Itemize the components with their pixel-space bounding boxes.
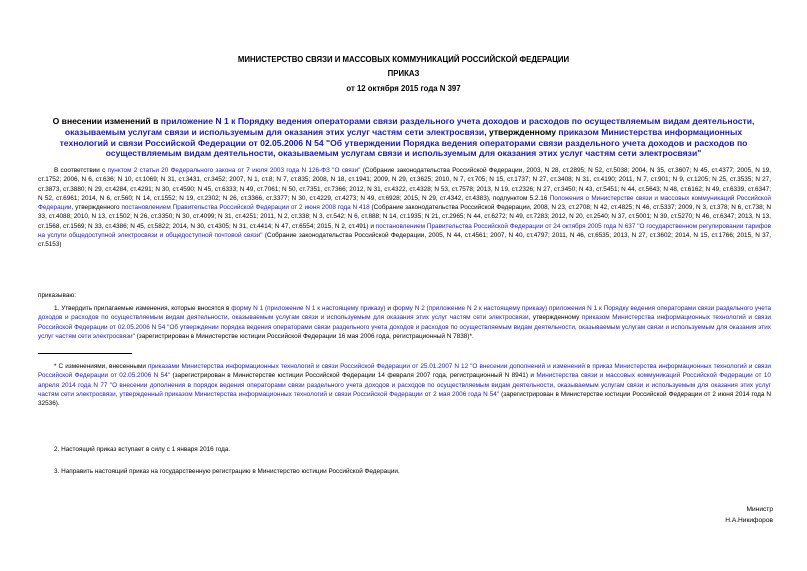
document-date-number: от 12 октября 2015 года N 397 [346,84,461,93]
signature-name: Н.А.Никифоров [725,517,773,524]
item-1-link-form-1[interactable]: форму N 1 (приложение N 1 к настоящему приказу) [231,305,386,312]
item-2-paragraph: 2. Настоящий приказ вступает в силу с 1 января 2016 года. [54,446,231,453]
item-1-text: (зарегистрирован в Министерстве юстиции Российской Федерации 16 мая 2006 года, регистрационный N 7838)*. [134,332,474,340]
footnote-separator [38,353,132,354]
item-1-text: , утвержденному [528,314,582,322]
title-text: , утвержденному [484,126,559,137]
document-title [40,116,767,159]
preamble-text: В соответствии с [54,167,108,174]
item-1-link-order[interactable]: приказом Министерства информационных технологий и связи Российской Федерации от 02.05.2006 N 54 "Об утверждении порядка ведения операторами связи раздельного учета доходов и расходов по осуществляемым видам деятельности, оказываемым услугам связи и используемым для оказания этих услуг частям сети электросвязи" [38,314,771,340]
preamble-link-regulation[interactable]: Положения о Министерстве связи и массовых коммуникаций Российской Федерации [38,194,771,212]
item-1-paragraph [38,304,771,341]
footnote-text: * С изменениями, внесенными [54,363,148,370]
footnote-text: (зарегистрирован в Министерстве юстиции Российской Федерации от 2 июня 2014 года N 32536). [38,390,771,408]
footnote-link-order-77[interactable]: Министерства связи и массовых коммуникаций Российской Федерации от 10 апреля 2014 года N 77 "О внесении дополнения в порядок ведения операторами связи раздельного учета доходов и расходов по осуществляемым видам деятельности, оказываемым услугам связи и используемым для оказания этих услуг частям сети электросвязи, утвержденный приказом Министерства информационных технологий и связи Российской Федерации от 2 мая 2006 года N 54" [38,372,771,398]
item-1-link-form-2[interactable]: форму N 2 (приложение N 2 к настоящему приказу) [392,305,548,312]
title-link-order[interactable]: приказом Министерства информационных технологий и связи Российской Федерации от 02.05.2006 N 54 "Об утверждении Порядка ведения операторами связи раздельного учета доходов и расходов по осуществляемым видам деятельности, оказываемым услугам связи и используемым для оказания этих услуг частям сети электросвязи" [59,126,748,159]
preamble-text: (Собрание законодательства Российской Федерации, 2003, N 28, ст.2895; N 52, ст.5038; 2004, N 35, ст.3607; N 45, ст.4377; 2005, N 19, ст.1752; 2006, N 6, ст.636; N 10, ст.1069; N 31, ст.3431, ст.3452; 2007, N 1, ст.8; N 7, ст.835; 2008, N 18, ст.1941; 2009, N 29, ст.3625; 2010, N 7, ст.705; N 15, ст.1737; N 27, ст.3408; N 31, ст.4190; 2011, N 7, ст.901; N 9, ст.1205; N 25, ст.3535; N 27, ст.3873, ст.3880; N 29, ст.4284, ст.4291; N 30, ст.4590; N 45, ст.6333; N 49, ст.7061; N 50, ст.7351, ст.7366; 2012, N 31, ст.4322, ст.4328; N 53, ст.7578; 2013, N 19, ст.2326; N 27, ст.3450; N 43, ст.5451; N 44, ст.5643; N 48, ст.6162; N 49, ст.6339, ст.6347; N 52, ст.6961; 2014, N 6, ст.560; N 14, ст.1552; N 19, ст.2302; N 26, ст.3366, ст.3377; N 30, ст.4229, ст.4273; N 49, ст.6928; 2015, N 29, ст.4342, ст.4383), подпунктом 5.2.16 [38,167,772,202]
preamble-link-resolution-418[interactable]: постановлением Правительства Российской Федерации от 2 июня 2008 года N 418 [121,204,370,212]
item-1-text: 1. Утвердить прилагаемые изменения, которые вносятся в [54,305,232,312]
order-word: приказываю: [38,292,76,299]
item-1-text: и [385,305,393,312]
preamble-link-law[interactable]: пунктом 2 статьи 20 Федерального закона от 7 июля 2003 года N 126-ФЗ "О связи" [107,167,361,174]
footnote-text: (зарегистрирован в Министерстве юстиции Российской Федерации 14 февраля 2007 года, регистрационный N 8941) и [170,372,537,380]
title-text: О внесении изменений в [52,116,161,126]
preamble-text: , утвержденного [71,204,122,212]
preamble-paragraph [38,166,771,250]
footnote-paragraph [38,362,771,408]
ministry-heading: МИНИСТЕРСТВО СВЯЗИ И МАССОВЫХ КОММУНИКАЦИЙ РОССИЙСКОЙ ФЕДЕРАЦИИ [237,55,570,64]
item-1-link-appendix[interactable]: приложения N 1 к Порядку ведения операторами связи раздельного учета доходов и расходов по осуществляемым видам деятельности, оказываемым услугам связи и используемым для оказания этих услуг частям сети электросвязи [38,305,772,322]
preamble-text: (Собрание законодательства Российской Федерации, 2008, N 23, ст.2708; N 42, ст.4825; N 46, ст.5337; 2009, N 3, ст.378; N 6, ст.738; N 33, ст.4088; 2010, N 13, ст.1502; N 26, ст.3350; N 30, ст.4099; N 31, ст.4251; 2011, N 2, ст.338; N 3, ст.542; N 6, ст.888; N 14, ст.1935; N 21, ст.2965; N 44, ст.6272; N 49, ст.7283; 2012, N 20, ст.2540; N 37, ст.5001; N 39, ст.5270; N 46, ст.6347; 2013, N 13, ст.1568, ст.1569; N 33, ст.4386; N 45, ст.5822; 2014, N 30, ст.4305; N 31, ст.4414; N 47, ст.6554; 2015, N 2, ст.491) и [38,204,771,230]
document-type: ПРИКАЗ [387,69,420,78]
item-3-paragraph: 3. Направить настоящий приказ на государственную регистрацию в Министерство юстиции Российской Федерации. [54,468,400,475]
preamble-link-resolution-637[interactable]: постановлением Правительства Российской Федерации от 24 октября 2005 года N 637 "О государственном регулировании тарифов на услуги общедоступной электросвязи и общедоступной почтовой связи" [38,222,771,240]
footnote-link-order-12[interactable]: приказами Министерства информационных технологий и связи Российской Федерации от 25.01.2007 N 12 "О внесении дополнений и изменений в приказ Министерства информационных технологий и связи Российской Федерации от 02.05.2006 N 54" [38,363,771,380]
title-link-appendix[interactable]: приложение N 1 к Порядку ведения операторами связи раздельного учета доходов и расходов по осуществляемым видам деятельности, оказываемым услугам связи и используемым для оказания этих услуг частям сети электросвязи [64,116,755,137]
signature-position: Министр [746,506,773,513]
preamble-text: (Собрание законодательства Российской Федерации, 2005, N 44, ст.4561; 2007, N 40, ст.4797; 2011, N 46, ст.6535; 2013, N 27, ст.3602; 2014, N 15, ст.1766; 2015, N 37, ст.5153) [38,232,771,249]
